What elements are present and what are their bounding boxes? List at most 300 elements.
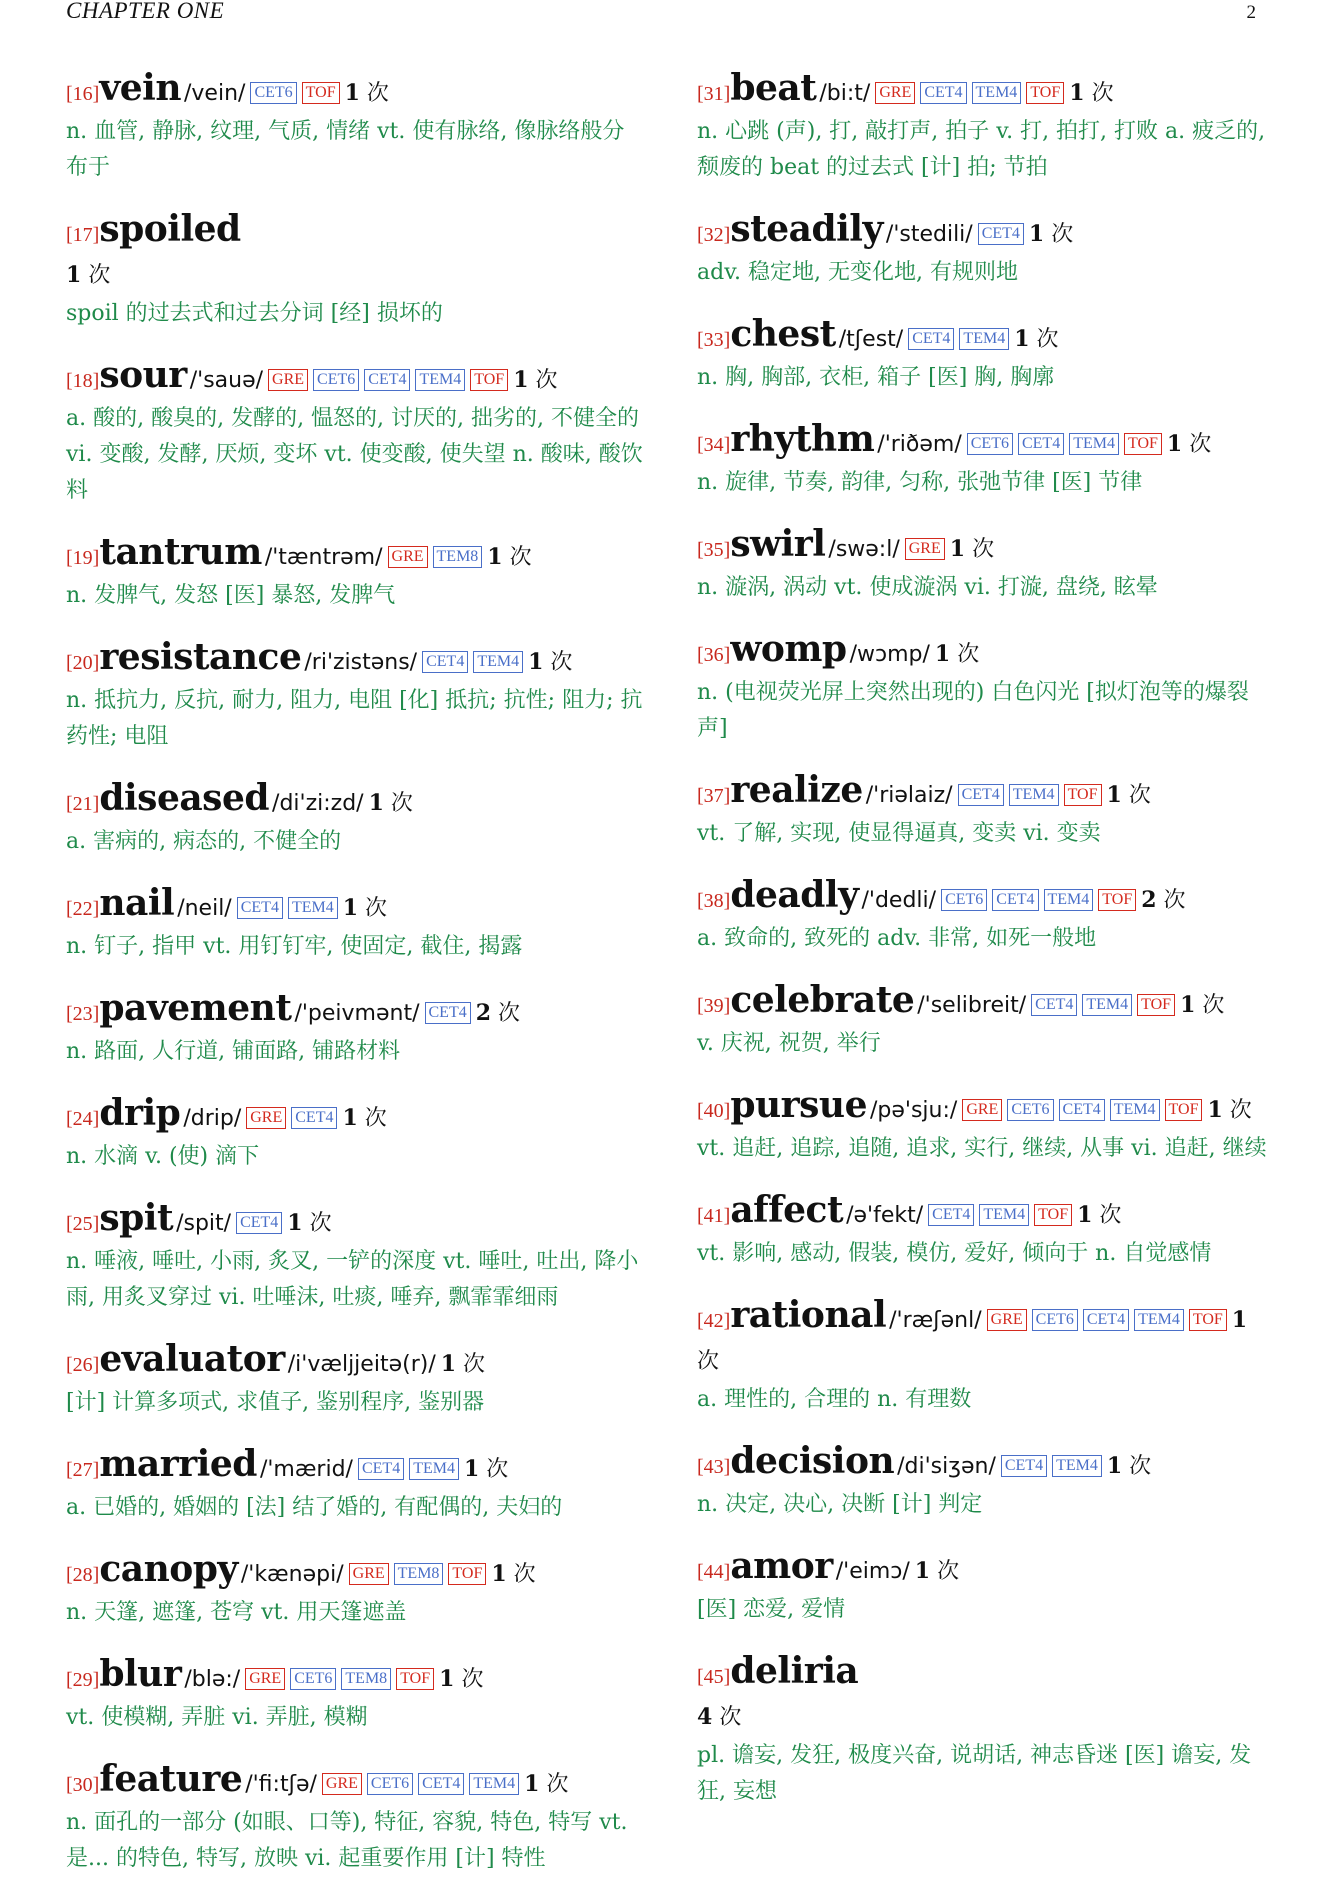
count-number: 1 <box>487 544 503 570</box>
headword: spit <box>99 1197 174 1239</box>
phonetic: /wɔmp/ <box>849 642 930 667</box>
vocab-entry <box>697 68 1275 186</box>
entry-headline <box>697 1295 1275 1382</box>
vocab-entry <box>66 532 644 614</box>
count-number: 1 <box>66 262 82 288</box>
entry-number: [33] <box>697 329 731 351</box>
frequency-count <box>1207 1098 1251 1123</box>
frequency-count <box>491 1562 535 1587</box>
count-unit: 次 <box>719 1705 742 1730</box>
count-number: 1 <box>439 1666 455 1692</box>
phonetic: /ə'fekt/ <box>846 1203 924 1228</box>
frequency-count <box>487 545 531 570</box>
definition: spoil 的过去式和过去分词 [经] 损坏的 <box>66 301 443 326</box>
phonetic: /pə'sju:/ <box>870 1098 958 1123</box>
exam-tag-tof: TOF <box>396 1668 434 1690</box>
phonetic: /drip/ <box>183 1106 242 1131</box>
exam-tag-tof: TOF <box>1034 1204 1072 1226</box>
frequency-count <box>950 537 994 562</box>
headword: affect <box>730 1189 844 1231</box>
count-unit: 次 <box>1051 222 1074 247</box>
frequency-count <box>1029 222 1073 247</box>
phonetic: /di'siʒən/ <box>897 1454 996 1479</box>
frequency-count <box>1069 81 1113 106</box>
exam-tag-gre: GRE <box>388 546 428 568</box>
entry-number: [35] <box>697 539 731 561</box>
phonetic: /'sauə/ <box>189 368 264 393</box>
exam-tag-tof: TOF <box>1098 889 1136 911</box>
headword: nail <box>99 882 175 924</box>
count-number: 1 <box>440 1351 457 1377</box>
frequency-count <box>528 650 572 675</box>
headword: vein <box>99 67 181 109</box>
headword: chest <box>730 313 836 355</box>
frequency-count <box>1107 783 1151 808</box>
vocab-entry <box>697 1651 1275 1810</box>
count-number: 1 <box>524 1771 540 1797</box>
phonetic: /ri'zistəns/ <box>304 650 418 675</box>
count-unit: 次 <box>513 1562 536 1587</box>
exam-tag-tem4: TEM4 <box>288 897 338 919</box>
entry-headline <box>697 980 1275 1026</box>
phonetic: /'eimɔ/ <box>835 1559 910 1584</box>
entry-headline <box>66 68 644 114</box>
vocab-entry <box>66 988 644 1070</box>
entry-headline <box>697 524 1275 570</box>
vocab-entry <box>697 1295 1275 1418</box>
count-number: 1 <box>342 1105 358 1131</box>
entries-column-left <box>66 68 644 1900</box>
entry-headline <box>697 1441 1275 1487</box>
entry-headline <box>66 1759 644 1805</box>
vocab-entry <box>66 1339 644 1421</box>
exam-tag-gre: GRE <box>875 82 915 104</box>
exam-tag-tof: TOF <box>1124 433 1162 455</box>
entry-number: [30] <box>66 1774 100 1796</box>
exam-tag-cet6: CET6 <box>1032 1309 1078 1331</box>
exam-tag-tem4: TEM4 <box>1069 433 1119 455</box>
count-unit: 次 <box>1163 888 1186 913</box>
exam-tag-tof: TOF <box>1137 994 1175 1016</box>
frequency-count <box>1180 993 1224 1018</box>
exam-tag-tof: TOF <box>1165 1099 1203 1121</box>
count-unit: 次 <box>364 1106 387 1131</box>
exam-tag-gre: GRE <box>245 1668 285 1690</box>
definition: n. 面孔的一部分 (如眼、口等), 特征, 容貌, 特色, 特写 vt. 是... 的特色, 特写, 放映 vi. 起重要作用 [计] 特性 <box>66 1810 628 1871</box>
exam-tag-tem4: TEM4 <box>409 1458 459 1480</box>
exam-tag-cet4: CET4 <box>978 223 1024 245</box>
phonetic: /'dedli/ <box>861 888 937 913</box>
definition: pl. 谵妄, 发狂, 极度兴奋, 说胡话, 神志昏迷 [医] 谵妄, 发狂, 妄想 <box>697 1743 1252 1804</box>
count-number: 1 <box>1106 1453 1123 1479</box>
definition: a. 已婚的, 婚姻的 [法] 结了婚的, 有配偶的, 夫妇的 <box>66 1495 563 1520</box>
definition: a. 理性的, 合理的 n. 有理数 <box>697 1387 972 1412</box>
entry-number: [45] <box>697 1666 731 1688</box>
exam-tag-cet4: CET4 <box>1001 1455 1047 1477</box>
definition: n. (电视荧光屏上突然出现的) 白色闪光 [拟灯泡等的爆裂声] <box>697 680 1249 741</box>
phonetic: /tʃest/ <box>838 327 904 352</box>
definition: v. 庆祝, 祝贺, 举行 <box>697 1031 881 1056</box>
entry-number: [38] <box>697 890 731 912</box>
headword: rational <box>730 1294 887 1336</box>
entry-headline <box>697 1085 1275 1131</box>
count-unit: 次 <box>1036 327 1059 352</box>
count-number: 2 <box>475 1000 492 1026</box>
exam-tag-cet4: CET4 <box>291 1107 337 1129</box>
headword: realize <box>730 769 863 811</box>
headword: deliria <box>730 1650 859 1692</box>
definition: n. 钉子, 指甲 vt. 用钉钉牢, 使固定, 截住, 揭露 <box>66 934 523 959</box>
exam-tag-tem4: TEM4 <box>1052 1455 1102 1477</box>
exam-tag-tem8: TEM8 <box>341 1668 391 1690</box>
count-number: 1 <box>368 790 384 816</box>
exam-tag-tem8: TEM8 <box>394 1563 444 1585</box>
vocab-entry <box>697 629 1275 747</box>
entry-headline <box>66 1093 644 1139</box>
vocab-entry <box>697 1441 1275 1523</box>
count-unit: 次 <box>486 1457 509 1482</box>
count-unit: 次 <box>88 263 111 288</box>
entries-column-right <box>697 68 1275 1833</box>
count-number: 1 <box>1014 326 1030 352</box>
entry-number: [25] <box>66 1213 100 1235</box>
exam-tag-tem4: TEM4 <box>1082 994 1132 1016</box>
frequency-count <box>524 1772 568 1797</box>
count-number: 1 <box>1106 782 1122 808</box>
vocab-entry <box>697 1085 1275 1167</box>
headword: married <box>99 1443 257 1485</box>
phonetic: /'selibreit/ <box>917 993 1027 1018</box>
headword: rhythm <box>730 418 875 460</box>
headword: deadly <box>730 874 859 916</box>
headword: amor <box>730 1545 833 1587</box>
entry-number: [26] <box>66 1354 100 1376</box>
headword: pavement <box>99 987 292 1029</box>
count-number: 1 <box>344 80 360 106</box>
phonetic: /spit/ <box>176 1211 232 1236</box>
entry-number: [23] <box>66 1003 100 1025</box>
entry-headline <box>66 1198 644 1244</box>
count-unit: 次 <box>498 1001 521 1026</box>
exam-tag-cet4: CET4 <box>992 889 1038 911</box>
vocab-entry <box>697 770 1275 852</box>
count-unit: 次 <box>937 1559 960 1584</box>
exam-tag-tem4: TEM4 <box>972 82 1022 104</box>
entry-headline <box>66 1549 644 1595</box>
exam-tag-cet6: CET6 <box>941 889 987 911</box>
exam-tag-cet6: CET6 <box>250 82 296 104</box>
entry-headline <box>697 1651 1275 1738</box>
count-number: 1 <box>1077 1202 1093 1228</box>
exam-tag-tof: TOF <box>470 369 508 391</box>
headword: blur <box>99 1653 182 1695</box>
phonetic: /i'væljjeitə(r)/ <box>287 1352 436 1377</box>
vocab-entry <box>697 524 1275 606</box>
phonetic: /blə:/ <box>184 1667 241 1692</box>
count-unit: 次 <box>390 791 413 816</box>
headword: womp <box>730 628 847 670</box>
entry-headline <box>66 883 644 929</box>
entry-headline <box>66 1654 644 1700</box>
exam-tag-cet6: CET6 <box>1007 1099 1053 1121</box>
entry-headline <box>697 419 1275 465</box>
entry-number: [18] <box>66 370 100 392</box>
definition: n. 血管, 静脉, 纹理, 气质, 情绪 vt. 使有脉络, 像脉络般分布于 <box>66 119 625 180</box>
exam-tag-tem8: TEM8 <box>433 546 483 568</box>
frequency-count <box>1077 1203 1121 1228</box>
headword: sour <box>99 354 187 396</box>
exam-tag-tem4: TEM4 <box>1044 889 1094 911</box>
entry-number: [17] <box>66 224 100 246</box>
exam-tag-cet4: CET4 <box>425 1002 471 1024</box>
exam-tag-tem4: TEM4 <box>959 328 1009 350</box>
entry-headline <box>66 1444 644 1490</box>
phonetic: /di'zi:zd/ <box>272 791 364 816</box>
exam-tag-cet4: CET4 <box>422 651 468 673</box>
entry-number: [43] <box>697 1456 731 1478</box>
entry-number: [31] <box>697 83 731 105</box>
phonetic: /vein/ <box>184 81 246 106</box>
count-number: 1 <box>1231 1307 1248 1333</box>
exam-tag-tem4: TEM4 <box>979 1204 1029 1226</box>
frequency-count <box>369 791 413 816</box>
entry-number: [40] <box>697 1100 731 1122</box>
count-unit: 次 <box>366 81 389 106</box>
phonetic: /'riðəm/ <box>877 432 962 457</box>
count-unit: 次 <box>546 1772 569 1797</box>
phonetic: /'ræʃənl/ <box>889 1308 982 1333</box>
definition: vt. 影响, 感动, 假装, 模仿, 爱好, 倾向于 n. 自觉感情 <box>697 1241 1212 1266</box>
headword: canopy <box>99 1548 238 1590</box>
phonetic: /'tæntrəm/ <box>264 545 383 570</box>
entry-headline <box>66 778 644 824</box>
headword: diseased <box>99 777 270 819</box>
count-unit: 次 <box>1189 432 1212 457</box>
entry-number: [21] <box>66 793 100 815</box>
vocab-entry <box>66 1654 644 1736</box>
definition: vt. 使模糊, 弄脏 vi. 弄脏, 模糊 <box>66 1705 368 1730</box>
headword: celebrate <box>730 979 915 1021</box>
vocab-entry <box>66 1198 644 1316</box>
vocab-entry <box>697 314 1275 396</box>
entry-number: [44] <box>697 1561 731 1583</box>
exam-tag-cet6: CET6 <box>313 369 359 391</box>
phonetic: /'kænəpi/ <box>240 1562 344 1587</box>
exam-tag-cet4: CET4 <box>236 1212 282 1234</box>
count-number: 1 <box>342 895 359 921</box>
phonetic: /'mærid/ <box>259 1457 353 1482</box>
entry-headline <box>66 209 644 296</box>
phonetic: /'peivmənt/ <box>294 1001 420 1026</box>
entry-headline <box>697 629 1275 675</box>
exam-tag-cet4: CET4 <box>237 897 283 919</box>
count-unit: 次 <box>463 1352 486 1377</box>
definition: n. 水滴 v. (使) 滴下 <box>66 1144 260 1169</box>
entry-number: [32] <box>697 224 731 246</box>
frequency-count <box>1014 327 1058 352</box>
frequency-count <box>513 368 557 393</box>
count-unit: 次 <box>697 1349 720 1374</box>
count-unit: 次 <box>1128 783 1151 808</box>
page-number: 2 <box>1246 2 1256 23</box>
entry-number: [36] <box>697 644 731 666</box>
frequency-count <box>476 1001 520 1026</box>
count-number: 1 <box>949 536 966 562</box>
vocab-entry <box>66 1759 644 1877</box>
count-number: 1 <box>934 641 951 667</box>
exam-tag-gre: GRE <box>905 538 945 560</box>
entry-headline <box>66 355 644 401</box>
chapter-title: CHAPTER ONE <box>66 0 225 23</box>
entry-headline <box>66 532 644 578</box>
vocab-entry <box>66 1549 644 1631</box>
headword: drip <box>99 1092 181 1134</box>
exam-tag-cet4: CET4 <box>1031 994 1077 1016</box>
entry-number: [39] <box>697 995 731 1017</box>
entry-number: [27] <box>66 1459 100 1481</box>
entry-number: [37] <box>697 785 731 807</box>
exam-tag-gre: GRE <box>268 369 308 391</box>
vocab-entry <box>66 68 644 186</box>
frequency-count <box>343 896 387 921</box>
definition: n. 天篷, 遮篷, 苍穹 vt. 用天篷遮盖 <box>66 1600 407 1625</box>
definition: a. 酸的, 酸臭的, 发酵的, 愠怒的, 讨厌的, 拙劣的, 不健全的 vi. 变酸, 发酵, 厌烦, 变坏 vt. 使变酸, 使失望 n. 酸味, 酸饮料 <box>66 406 643 503</box>
exam-tag-cet4: CET4 <box>358 1458 404 1480</box>
entry-headline <box>697 875 1275 921</box>
count-number: 1 <box>1028 221 1045 247</box>
count-unit: 次 <box>1202 993 1225 1018</box>
phonetic: /'stedili/ <box>885 222 973 247</box>
exam-tag-gre: GRE <box>962 1099 1002 1121</box>
headword: steadily <box>730 208 883 250</box>
count-unit: 次 <box>535 368 558 393</box>
entry-number: [22] <box>66 898 100 920</box>
count-unit: 次 <box>972 537 995 562</box>
exam-tag-tem4: TEM4 <box>415 369 465 391</box>
frequency-count <box>66 263 110 288</box>
vocab-entry <box>697 1190 1275 1272</box>
entry-headline <box>697 314 1275 360</box>
exam-tag-tof: TOF <box>302 82 340 104</box>
exam-tag-tof: TOF <box>1026 82 1064 104</box>
phonetic: /swə:l/ <box>828 537 900 562</box>
definition: n. 漩涡, 涡动 vt. 使成漩涡 vi. 打漩, 盘绕, 眩晕 <box>697 575 1158 600</box>
entry-number: [34] <box>697 434 731 456</box>
vocab-entry <box>66 1093 644 1175</box>
frequency-count <box>1167 432 1211 457</box>
count-unit: 次 <box>957 642 980 667</box>
entry-number: [24] <box>66 1108 100 1130</box>
exam-tag-tem4: TEM4 <box>473 651 523 673</box>
exam-tag-cet4: CET4 <box>1059 1099 1105 1121</box>
exam-tag-cet6: CET6 <box>290 1668 336 1690</box>
definition: n. 决定, 决心, 决断 [计] 判定 <box>697 1492 983 1517</box>
frequency-count <box>439 1667 483 1692</box>
entry-headline <box>697 209 1275 255</box>
exam-tag-cet4: CET4 <box>958 784 1004 806</box>
headword: spoiled <box>99 208 241 250</box>
page-header <box>66 0 1256 30</box>
count-number: 1 <box>513 367 529 393</box>
exam-tag-tof: TOF <box>1189 1309 1227 1331</box>
definition: vt. 了解, 实现, 使显得逼真, 变卖 vi. 变卖 <box>697 821 1101 846</box>
definition: n. 抵抗力, 反抗, 耐力, 阻力, 电阻 [化] 抵抗; 抗性; 阻力; 抗药性; 电阻 <box>66 688 643 749</box>
exam-tag-cet4: CET4 <box>418 1773 464 1795</box>
entry-number: [29] <box>66 1669 100 1691</box>
count-number: 1 <box>1180 992 1196 1018</box>
exam-tag-tem4: TEM4 <box>1110 1099 1160 1121</box>
definition: n. 心跳 (声), 打, 敲打声, 拍子 v. 打, 拍打, 打败 a. 疲乏的, 颓废的 beat 的过去式 [计] 拍; 节拍 <box>697 119 1266 180</box>
exam-tag-tem4: TEM4 <box>1009 784 1059 806</box>
exam-tag-cet4: CET4 <box>364 369 410 391</box>
entry-headline <box>697 1546 1275 1592</box>
exam-tag-cet4: CET4 <box>1083 1309 1129 1331</box>
headword: evaluator <box>99 1338 285 1380</box>
definition: n. 发脾气, 发怒 [医] 暴怒, 发脾气 <box>66 583 396 608</box>
frequency-count <box>1107 1454 1151 1479</box>
frequency-count <box>697 1705 741 1730</box>
count-number: 1 <box>491 1561 507 1587</box>
exam-tag-gre: GRE <box>349 1563 389 1585</box>
exam-tag-cet6: CET6 <box>367 1773 413 1795</box>
phonetic: /neil/ <box>177 896 232 921</box>
exam-tag-cet4: CET4 <box>908 328 954 350</box>
frequency-count <box>935 642 979 667</box>
count-unit: 次 <box>509 545 532 570</box>
definition: a. 致命的, 致死的 adv. 非常, 如死一般地 <box>697 926 1097 951</box>
exam-tag-gre: GRE <box>322 1773 362 1795</box>
count-number: 1 <box>287 1210 303 1236</box>
entry-number: [20] <box>66 652 100 674</box>
frequency-count <box>464 1457 508 1482</box>
entry-number: [42] <box>697 1310 731 1332</box>
exam-tag-tem4: TEM4 <box>1134 1309 1184 1331</box>
entry-headline <box>66 637 644 683</box>
count-unit: 次 <box>1091 81 1114 106</box>
count-unit: 次 <box>550 650 573 675</box>
vocab-entry <box>66 883 644 965</box>
count-number: 1 <box>463 1456 480 1482</box>
vocab-entry <box>697 980 1275 1062</box>
frequency-count <box>345 81 389 106</box>
phonetic: /bi:t/ <box>819 81 871 106</box>
frequency-count <box>441 1352 485 1377</box>
exam-tag-cet4: CET4 <box>1018 433 1064 455</box>
count-number: 4 <box>697 1704 713 1730</box>
exam-tag-gre: GRE <box>246 1107 286 1129</box>
phonetic: /'fi:tʃə/ <box>245 1772 317 1797</box>
entry-headline <box>697 68 1275 114</box>
headword: tantrum <box>99 531 262 573</box>
vocab-entry <box>66 1444 644 1526</box>
vocab-entry <box>66 778 644 860</box>
definition: [医] 恋爱, 爱情 <box>697 1597 846 1622</box>
exam-tag-tof: TOF <box>448 1563 486 1585</box>
vocab-entry <box>697 419 1275 501</box>
entry-number: [28] <box>66 1564 100 1586</box>
vocab-entry <box>66 355 644 509</box>
headword: beat <box>730 67 817 109</box>
definition: a. 害病的, 病态的, 不健全的 <box>66 829 342 854</box>
definition: n. 胸, 胸部, 衣柜, 箱子 [医] 胸, 胸廓 <box>697 365 1055 390</box>
entry-headline <box>66 988 644 1034</box>
vocab-entry <box>66 637 644 755</box>
headword: decision <box>730 1440 895 1482</box>
count-number: 2 <box>1141 887 1157 913</box>
entry-headline <box>697 1190 1275 1236</box>
count-unit: 次 <box>1129 1454 1152 1479</box>
exam-tag-cet4: CET4 <box>920 82 966 104</box>
